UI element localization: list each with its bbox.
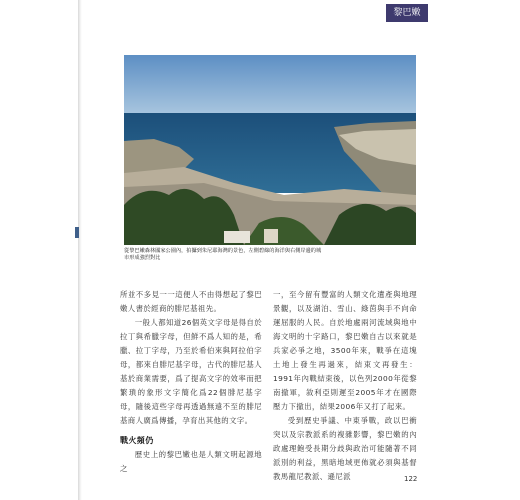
paragraph: 一，至今留有豐富的人類文化遺產與地理景觀，以及湖泊、雪山、綠茵與手不向命運屈服的人民。自於地處兩河流域與地中海文明的十字路口，黎巴嫩自古以來就是兵家必爭之地，3500年來，戰爭在這塊土地上發生再過來，結束文再發生：1991年內戰結束後，以色列2000年從黎南撤軍，敘利亞則遲至2005年才在國際壓力下撤出，結果2006年又打了起來。 <box>273 290 417 411</box>
paragraph: 一般人都知道26個英文字母是得自於拉丁與希臘字母，但鮮不爲人知的是，希臘、拉丁字母，乃至於希伯來與阿拉伯字母，都來自腓尼基字母，古代的腓尼基人基於商業需要，爲了提高文字的效率而把繁瑣的象形文字簡化爲22個腓尼基字母，隨後這些字母再透過無遠不至的腓尼基商人廣爲傳播，孕育出其他的文字。 <box>120 318 262 425</box>
bay-photo-illustration <box>124 55 416 245</box>
section-heading: 戰火頻仍 <box>120 436 154 445</box>
paragraph: 歷史上的黎巴嫩也是人類文明起源地之 <box>120 450 262 473</box>
photo-caption: 從黎巴嫩森林國家公園內，拍攝到朱尼耶海灣的景色，左側碧綠的海洋與右側岸邊的城市形成強烈對比 <box>124 248 322 261</box>
page-fold-shadow <box>78 0 82 500</box>
paragraph: 受到歷史爭議、中東爭戰，政以巴衝突以及宗教派系的複雜影響，黎巴嫩的內政處理飽受長期分歧與政治可能隨著不同派別的利益，黑暗地域更佈就必須與基督教馬龍尼教派、遜尼派 <box>273 416 417 481</box>
text-column-left <box>120 288 262 476</box>
paragraph: 所並不多見一一這便人不由得想起了黎巴嫩人書於經商的腓尼基祖先。 <box>120 290 262 313</box>
page-number: 122 <box>404 475 418 483</box>
scan-margin <box>0 0 78 500</box>
page-edge-mark <box>75 232 79 238</box>
bay-photo <box>124 55 416 245</box>
text-column-right <box>273 288 417 484</box>
section-tab: 黎巴嫩 <box>386 4 428 22</box>
